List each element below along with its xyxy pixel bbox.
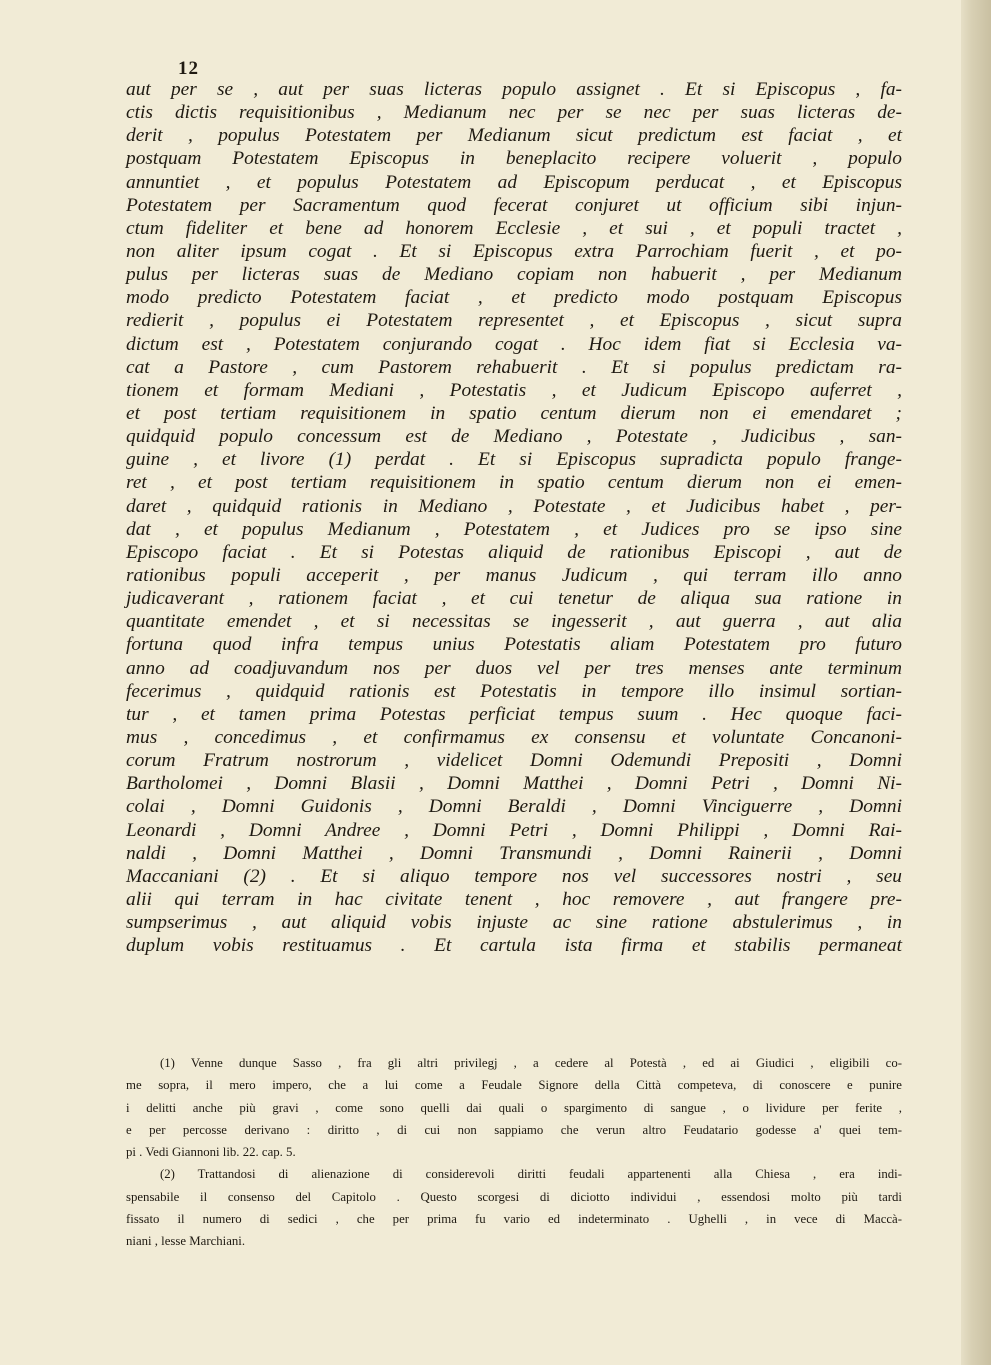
text-line: anno ad coadjuvandum nos per duos vel per tres menses ante terminum <box>126 657 902 679</box>
footnote-2-line: (2) Trattandosi di alienazione di considerevoli diritti feudali appartenenti alla Chiesa , era indi- <box>160 1167 902 1182</box>
text-line: ctum fideliter et bene ad honorem Ecclesie , et sui , et populi tractet , <box>126 217 902 239</box>
text-line: guine , et livore (1) perdat . Et si Episcopus supradicta populo frange- <box>126 449 902 471</box>
text-line: Potestatem per Sacramentum quod fecerat conjuret ut officium sibi injun- <box>126 194 902 216</box>
text-line: tur , et tamen prima Potestas perficiat tempus suum . Hec quoque faci- <box>126 703 902 725</box>
text-line: ctis dictis requisitionibus , Medianum nec per se nec per suas licteras de- <box>126 102 902 124</box>
text-line: quidquid populo concessum est de Mediano , Potestate , Judicibus , san- <box>126 426 902 448</box>
footnote-2-line: spensabile il consenso del Capitolo . Questo scorgesi di diciotto individui , essendosi molto più tardi <box>126 1189 902 1204</box>
text-line: alii qui terram in hac civitate tenent , hoc removere , aut frangere pre- <box>126 888 902 910</box>
text-line: naldi , Domni Matthei , Domni Transmundi , Domni Rainerii , Domni <box>126 842 902 864</box>
text-line: redierit , populus ei Potestatem representet , et Episcopus , sicut supra <box>126 310 902 332</box>
text-line: quantitate emendet , et si necessitas se ingesserit , aut guerra , aut alia <box>126 611 902 633</box>
text-line: daret , quidquid rationis in Mediano , Potestate , et Judicibus habet , per- <box>126 495 902 517</box>
text-line: cat a Pastore , cum Pastorem rehabuerit . Et si populus predictam ra- <box>126 356 902 378</box>
text-line: derit , populus Potestatem per Medianum sicut predictum est faciat , et <box>126 125 902 147</box>
text-line: aut per se , aut per suas licteras populo assignet . Et si Episcopus , fa- <box>126 79 902 100</box>
text-line: tionem et formam Mediani , Potestatis , et Judicum Episcopo auferret , <box>126 379 902 401</box>
text-line: et post tertiam requisitionem in spatio centum dierum non ei emendaret ; <box>126 402 902 424</box>
footnote-1-line: pi . Vedi Giannoni lib. 22. cap. 5. <box>126 1145 296 1160</box>
text-line: modo predicto Potestatem faciat , et predicto modo postquam Episcopus <box>126 287 902 309</box>
page-edge-shadow <box>961 0 991 1365</box>
text-line: pulus per licteras suas de Mediano copiam non habuerit , per Medianum <box>126 264 902 286</box>
text-line: non aliter ipsum cogat . Et si Episcopus extra Parrochiam fuerit , et po- <box>126 240 902 262</box>
text-line: fortuna quod infra tempus unius Potestatis aliam Potestatem pro futuro <box>126 634 902 656</box>
main-text-block <box>126 78 902 957</box>
text-line: Maccaniani (2) . Et si aliquo tempore nos vel successores nostri , seu <box>126 865 902 887</box>
text-line: rationibus populi acceperit , per manus Judicum , qui terram illo anno <box>126 564 902 586</box>
text-line: dictum est , Potestatem conjurando cogat . Hoc idem fiat si Ecclesia va- <box>126 333 902 355</box>
text-line: corum Fratrum nostrorum , videlicet Domni Odemundi Prepositi , Domni <box>126 750 902 772</box>
footnote-2-line: fissato il numero di sedici , che per prima fu vario ed indeterminato . Ughelli , in vece di Maccà- <box>126 1212 902 1227</box>
page-number: 12 <box>178 58 199 79</box>
footnote-2-line: niani , lesse Marchiani. <box>126 1234 246 1249</box>
text-line: postquam Potestatem Episcopus in beneplacito recipere voluerit , populo <box>126 148 902 170</box>
text-line: annuntiet , et populus Potestatem ad Episcopum perducat , et Episcopus <box>126 171 902 193</box>
text-line: sumpserimus , aut aliquid vobis injuste ac sine ratione abstulerimus , in <box>126 912 902 934</box>
footnote-1-line: i delitti anche più gravi , come sono quelli dai quali o spargimento di sangue , o lividure per ferite , <box>126 1100 902 1115</box>
footnote-1-line: me sopra, il mero impero, che a lui come a Feudale Signore della Città competeva, di conoscere e punire <box>126 1078 902 1093</box>
footnotes-block <box>126 1052 902 1253</box>
text-line: mus , concedimus , et confirmamus ex consensu et voluntate Concanoni- <box>126 726 902 748</box>
text-line: Bartholomei , Domni Blasii , Domni Matthei , Domni Petri , Domni Ni- <box>126 773 902 795</box>
text-line: fecerimus , quidquid rationis est Potestatis in tempore illo insimul sortian- <box>126 680 902 702</box>
text-line: judicaverant , rationem faciat , et cui tenetur de aliqua sua ratione in <box>126 588 902 610</box>
text-line: ret , et post tertiam requisitionem in spatio centum dierum non ei emen- <box>126 472 902 494</box>
footnote-1-line: (1) Venne dunque Sasso , fra gli altri privilegj , a cedere al Potestà , ed ai Giudici , eligibili co- <box>160 1056 902 1070</box>
text-line: dat , et populus Medianum , Potestatem , et Judices pro se ipso sine <box>126 518 902 540</box>
text-line: Leonardi , Domni Andree , Domni Petri , Domni Philippi , Domni Rai- <box>126 819 902 841</box>
text-line: Episcopo faciat . Et si Potestas aliquid de rationibus Episcopi , aut de <box>126 541 902 563</box>
footnote-1-line: e per percosse derivano : diritto , di cui non sappiamo che verun altro Feudatario godesse a' quei tem- <box>126 1122 902 1137</box>
text-line: duplum vobis restituamus . Et cartula ista firma et stabilis permaneat <box>126 935 902 957</box>
text-line: colai , Domni Guidonis , Domni Beraldi , Domni Vinciguerre , Domni <box>126 796 902 818</box>
